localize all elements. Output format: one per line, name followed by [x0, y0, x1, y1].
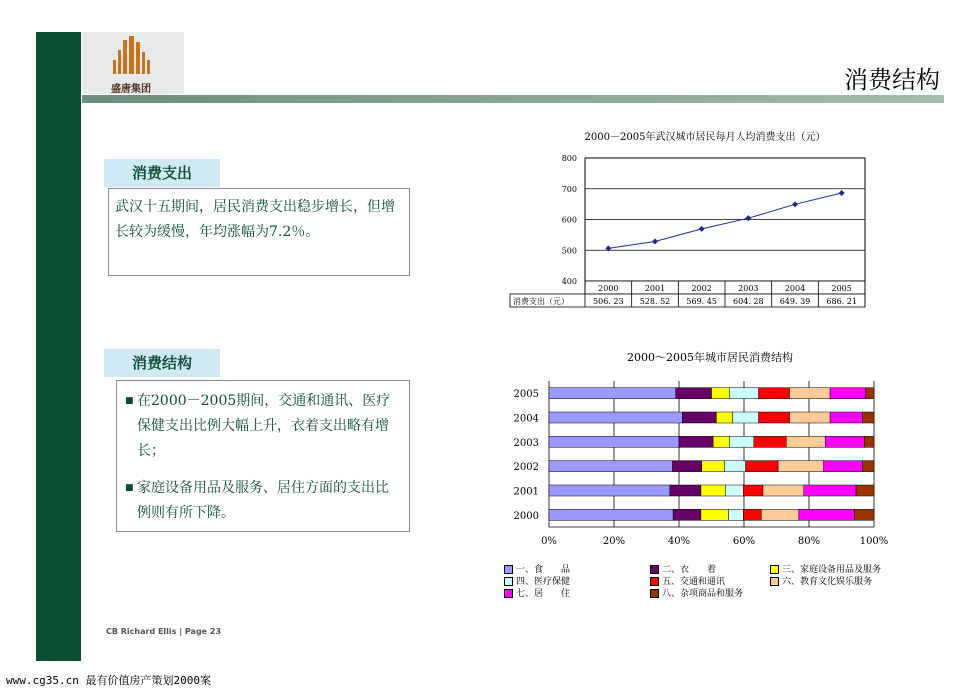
y-tick-label: 2003	[513, 437, 539, 449]
site-caption: www.cg35.cn 最有价值房产策划2000案	[6, 674, 211, 687]
y-tick-label: 2002	[513, 462, 539, 474]
bar-segment	[679, 436, 713, 447]
data-label: 569. 45	[686, 297, 717, 306]
bar-segment	[549, 461, 673, 472]
bar-segment	[729, 436, 753, 447]
bar-segment	[712, 388, 730, 399]
section-label-structure: 消费结构	[104, 349, 220, 377]
y-tick-label: 2005	[513, 389, 539, 401]
y-tick-label: 500	[561, 246, 577, 256]
section-text-structure	[116, 380, 410, 532]
x-tick-label: 100%	[859, 536, 889, 547]
legend-item	[770, 574, 872, 587]
bullet-text: 家庭设备用品及服务、居住方面的支出比例则有所下降。	[137, 480, 389, 521]
bar-segment	[804, 485, 856, 496]
bar-segment	[733, 412, 759, 423]
line-chart	[505, 148, 875, 318]
x-tick-label: 2004	[784, 284, 806, 293]
bar-chart-title: 2000～2005年城市居民消费结构	[627, 351, 793, 364]
bullet-icon: ■	[125, 483, 134, 493]
bar-segment	[759, 412, 790, 423]
y-tick-label: 2001	[513, 486, 539, 498]
data-label: 686. 21	[826, 297, 857, 306]
bar-segment	[824, 461, 863, 472]
y-tick-label: 400	[561, 277, 577, 286]
bar-segment	[866, 388, 874, 399]
bar-segment	[701, 485, 725, 496]
logo-text: 盛唐集团	[111, 84, 151, 95]
x-tick-label: 80%	[797, 536, 821, 547]
bar-segment	[549, 436, 679, 447]
bar-segment	[673, 509, 701, 520]
section-text-spending: 武汉十五期间，居民消费支出稳步增长，但增长较为缓慢，年均涨幅为7.2％。	[108, 188, 410, 276]
bar-segment	[673, 461, 702, 472]
bullet-icon: ■	[125, 396, 134, 406]
bar-segment	[701, 509, 729, 520]
legend-label: 五、交通和通讯	[662, 577, 726, 587]
bar-segment	[746, 461, 779, 472]
bar-segment	[713, 436, 729, 447]
bar-segment	[825, 436, 864, 447]
bar-segment	[830, 388, 866, 399]
title-divider	[82, 95, 944, 103]
legend-item	[650, 586, 743, 599]
legend-swatch	[650, 577, 659, 586]
bar-segment	[799, 509, 855, 520]
bar-segment	[778, 461, 824, 472]
sidebar-band	[36, 32, 81, 661]
legend-label: 六、教育文化娱乐服务	[782, 577, 873, 587]
bar-segment	[786, 436, 825, 447]
legend-swatch	[650, 565, 659, 574]
bar-segment	[743, 509, 761, 520]
legend-label: 三、家庭设备用品及服务	[782, 565, 882, 575]
bar-segment	[549, 485, 670, 496]
line-chart-title: 2000－2005年武汉城市居民每月人均消费支出（元）	[584, 132, 826, 143]
bar-segment	[864, 436, 874, 447]
legend-item	[504, 586, 570, 599]
section-label-spending: 消费支出	[104, 159, 220, 187]
bar-segment	[682, 412, 716, 423]
legend-swatch	[504, 589, 513, 598]
bar-segment	[716, 412, 732, 423]
data-label: 649. 39	[779, 297, 811, 306]
bar-segment	[790, 412, 831, 423]
bar-segment	[759, 388, 790, 399]
x-tick-label: 0%	[541, 536, 557, 547]
legend-label: 二、衣 着	[662, 565, 717, 575]
series-label: 消费支出（元）	[513, 297, 569, 306]
x-tick-label: 40%	[667, 536, 691, 547]
y-tick-label: 700	[561, 184, 577, 194]
x-tick-label: 2003	[738, 284, 759, 293]
bar-segment	[830, 412, 863, 423]
bar-segment	[670, 485, 701, 496]
x-tick-label: 2005	[831, 284, 852, 293]
legend-label: 一、食 品	[516, 565, 571, 575]
bar-segment	[743, 485, 763, 496]
bar-segment	[729, 388, 758, 399]
bar-segment	[790, 388, 831, 399]
x-tick-label: 20%	[602, 536, 626, 547]
legend-swatch	[770, 565, 779, 574]
bullet-text: 在2000－2005期间，交通和通讯、医疗保健支出比例大幅上升，衣着支出略有增长；	[137, 393, 391, 459]
bar-segment	[863, 461, 874, 472]
footer-credit: CB Richard Ellis | Page 23	[106, 627, 222, 636]
legend-swatch	[504, 577, 513, 586]
bar-segment	[725, 485, 743, 496]
bar-segment	[854, 509, 874, 520]
page-title: 消费结构	[844, 66, 940, 94]
legend-swatch	[650, 589, 659, 598]
bullet-item	[121, 476, 401, 526]
bar-segment	[761, 509, 799, 520]
x-tick-label: 2002	[691, 284, 712, 293]
legend-swatch	[770, 577, 779, 586]
bar-segment	[729, 509, 744, 520]
bar-segment	[863, 412, 874, 423]
legend-label: 八、杂项商品和服务	[662, 589, 744, 599]
bar-segment	[763, 485, 804, 496]
legend-label: 四、医疗保健	[516, 577, 571, 587]
legend-label: 七、居 住	[516, 589, 571, 599]
x-tick-label: 60%	[732, 536, 756, 547]
bar-segment	[549, 388, 676, 399]
stacked-bar-chart	[505, 375, 889, 555]
y-tick-label: 600	[561, 215, 577, 225]
bar-segment	[754, 436, 787, 447]
data-label: 604. 28	[733, 297, 764, 306]
y-tick-label: 2000	[513, 510, 539, 522]
y-tick-label: 800	[561, 154, 577, 163]
bar-segment	[702, 461, 725, 472]
bar-segment	[676, 388, 712, 399]
x-tick-label: 2001	[644, 284, 666, 293]
bar-segment	[549, 412, 682, 423]
data-label: 506. 23	[593, 297, 624, 306]
x-tick-label: 2000	[598, 284, 619, 293]
bar-segment	[856, 485, 874, 496]
bullet-item	[121, 389, 401, 464]
legend-swatch	[504, 565, 513, 574]
logo-icon	[82, 32, 184, 82]
bar-segment	[549, 509, 673, 520]
y-tick-label: 2004	[513, 413, 539, 425]
data-label: 528. 52	[639, 297, 671, 306]
bar-segment	[725, 461, 746, 472]
